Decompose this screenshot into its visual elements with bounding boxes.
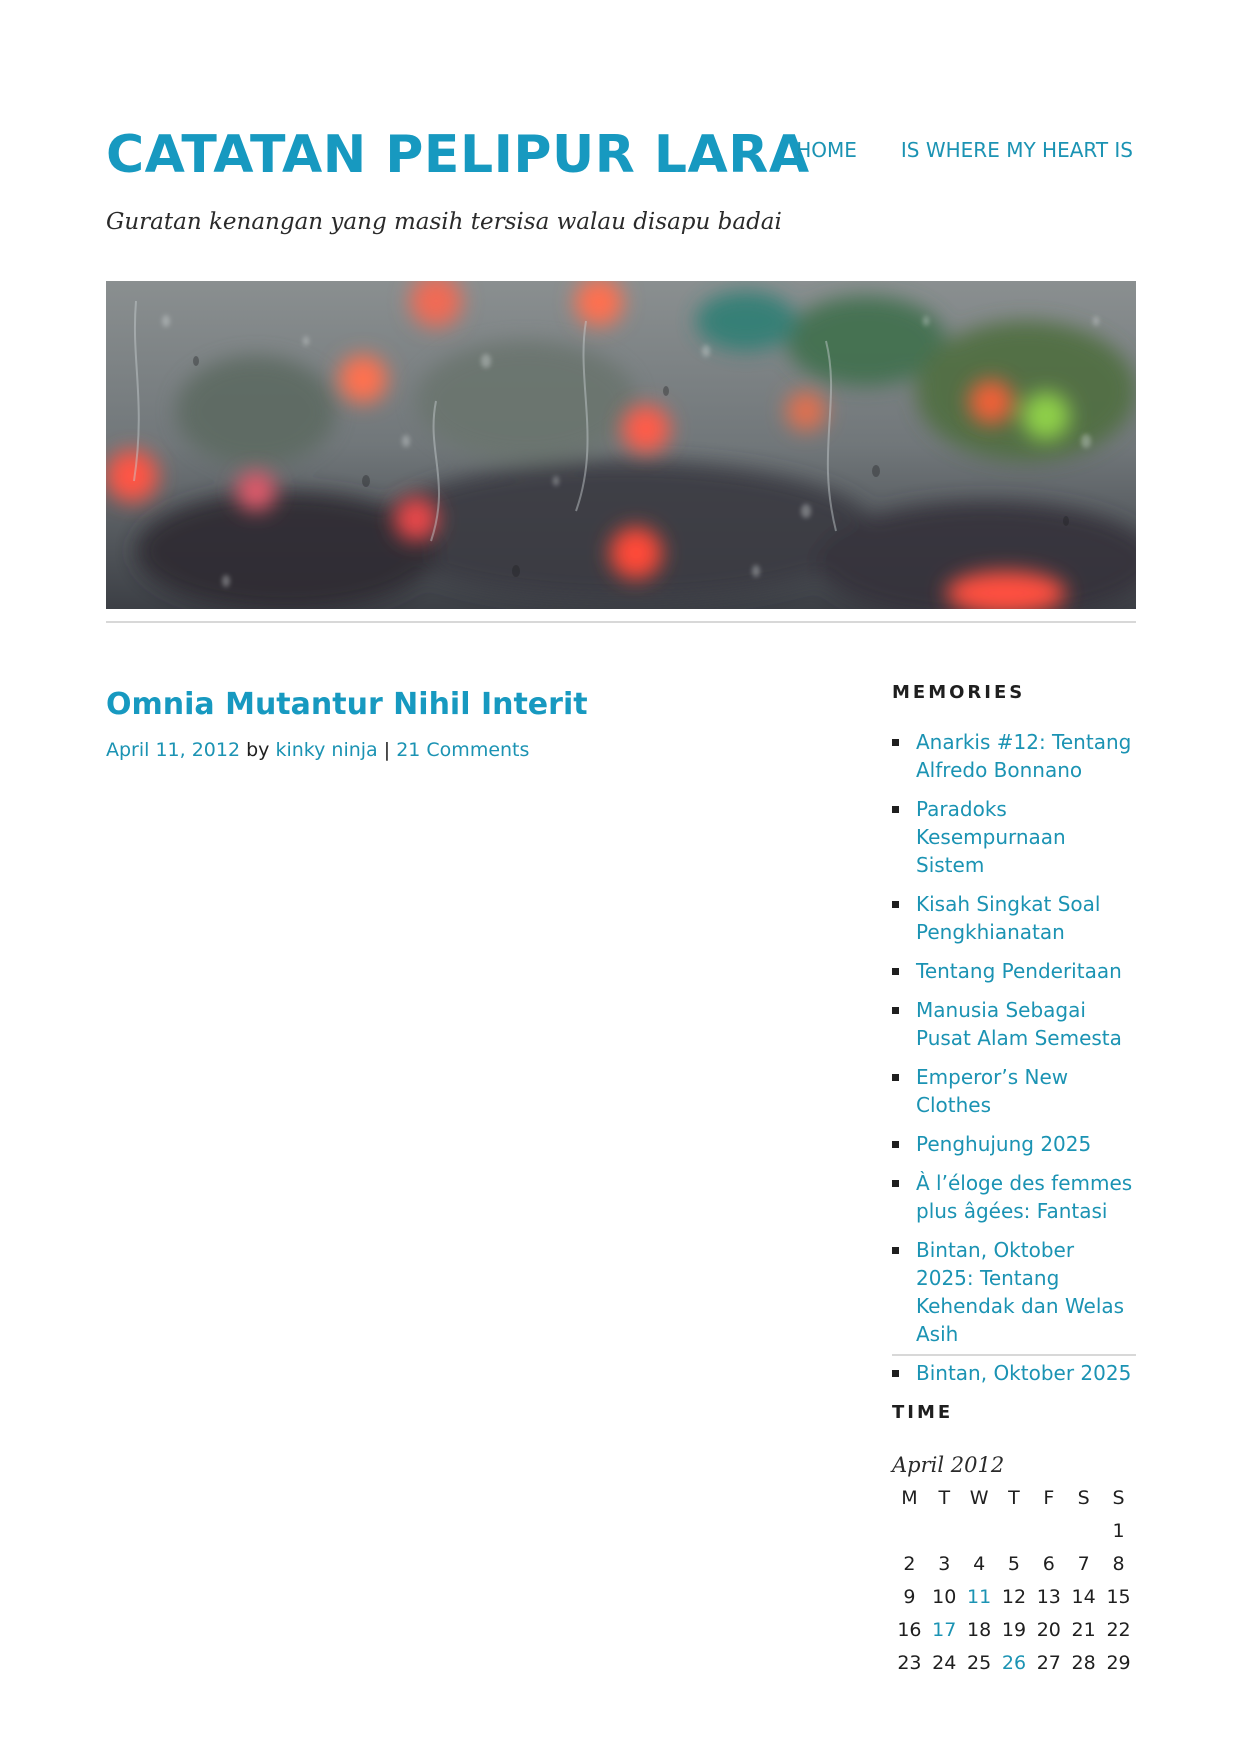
calendar-weekday: S: [1112, 1487, 1125, 1509]
calendar-week-row: [892, 1548, 1136, 1581]
nav-item-is-where-my-heart-is[interactable]: IS WHERE MY HEART IS: [900, 138, 1133, 162]
calendar-weekday: M: [901, 1487, 918, 1509]
memory-link[interactable]: Manusia Sebagai Pusat Alam Semesta: [916, 998, 1122, 1050]
calendar-day-link[interactable]: 26: [1001, 1652, 1027, 1674]
list-item: [892, 957, 1136, 985]
calendar-day: 24: [932, 1652, 957, 1674]
calendar-empty-cell: [962, 1515, 997, 1548]
calendar-week-row: [892, 1581, 1136, 1614]
calendar-day-link[interactable]: 17: [932, 1619, 957, 1641]
calendar-day: 5: [1007, 1553, 1020, 1575]
post-by-label: by: [246, 739, 270, 761]
calendar-empty-cell: [1066, 1515, 1101, 1548]
bullet-icon: [892, 739, 899, 746]
calendar-day: 6: [1042, 1553, 1055, 1575]
calendar-weekday: F: [1043, 1487, 1055, 1509]
list-item: [892, 996, 1136, 1052]
calendar-week-row: [892, 1614, 1136, 1647]
list-item: [892, 890, 1136, 946]
memory-link[interactable]: Kisah Singkat Soal Pengkhianatan: [916, 892, 1101, 944]
calendar-day: 9: [903, 1586, 916, 1608]
calendar-day: 14: [1071, 1586, 1096, 1608]
memories-list: [892, 728, 1136, 1387]
calendar-day: 20: [1036, 1619, 1061, 1641]
calendar-week-row: [892, 1515, 1136, 1548]
calendar-day: 8: [1112, 1553, 1125, 1575]
list-item: [892, 795, 1136, 879]
list-item: [892, 1063, 1136, 1119]
post-comments-link[interactable]: 21 Comments: [396, 739, 530, 761]
calendar-weekday-row: [892, 1482, 1136, 1515]
calendar-day-link[interactable]: 11: [967, 1586, 992, 1608]
memory-link[interactable]: À l’éloge des femmes plus âgées: Fantasi: [916, 1171, 1133, 1223]
calendar-day: 10: [932, 1586, 957, 1608]
bullet-icon: [892, 901, 899, 908]
calendar-day: 19: [1001, 1619, 1027, 1641]
calendar-caption: April 2012: [892, 1453, 1005, 1477]
bullet-icon: [892, 806, 899, 813]
calendar-day: 1: [1112, 1520, 1125, 1542]
rainy-window-bokeh-image: [106, 281, 1136, 609]
calendar-day: 7: [1077, 1553, 1090, 1575]
time-widget-title: TIME: [892, 1402, 954, 1423]
list-item: [892, 1169, 1136, 1225]
list-item: [892, 1359, 1136, 1387]
bullet-icon: [892, 1007, 899, 1014]
nav-item-home[interactable]: HOME: [796, 138, 857, 162]
calendar-day: 2: [903, 1553, 916, 1575]
memories-widget-title: MEMORIES: [892, 682, 1026, 703]
calendar-day: 15: [1106, 1586, 1131, 1608]
post-meta: [106, 736, 529, 764]
calendar-day: 16: [897, 1619, 922, 1641]
calendar-body: [892, 1515, 1136, 1680]
site-title[interactable]: CATATAN PELIPUR LARA: [106, 125, 810, 185]
calendar-day: 28: [1071, 1652, 1096, 1674]
calendar-day: 18: [967, 1619, 992, 1641]
calendar: [892, 1482, 1136, 1680]
calendar-day: 13: [1036, 1586, 1061, 1608]
calendar-day: 23: [897, 1652, 922, 1674]
header-divider: [106, 621, 1136, 623]
calendar-day: 29: [1106, 1652, 1131, 1674]
memory-link[interactable]: Anarkis #12: Tentang Alfredo Bonnano: [916, 730, 1132, 782]
bullet-icon: [892, 968, 899, 975]
list-item: [892, 1236, 1136, 1348]
post-author-link[interactable]: kinky ninja: [275, 739, 378, 761]
memory-link[interactable]: Emperor’s New Clothes: [916, 1065, 1069, 1117]
calendar-week-row: [892, 1647, 1136, 1680]
calendar-empty-cell: [1031, 1515, 1066, 1548]
bullet-icon: [892, 1370, 899, 1377]
post-date-link[interactable]: April 11, 2012: [106, 739, 241, 761]
bullet-icon: [892, 1247, 899, 1254]
calendar-weekday: S: [1077, 1487, 1090, 1509]
list-item: [892, 728, 1136, 784]
calendar-weekday: T: [1008, 1487, 1020, 1509]
calendar-day: 4: [973, 1553, 986, 1575]
post-title[interactable]: Omnia Mutantur Nihil Interit: [106, 687, 588, 722]
bullet-icon: [892, 1141, 899, 1148]
sidebar: [892, 680, 1136, 1398]
meta-separator: |: [383, 739, 391, 761]
memory-link[interactable]: Paradoks Kesempurnaan Sistem: [916, 797, 1066, 877]
memory-link[interactable]: Penghujung 2025: [916, 1132, 1092, 1156]
header-image: [106, 281, 1136, 609]
list-item: [892, 1130, 1136, 1158]
main-nav: [796, 136, 1133, 164]
calendar-empty-cell: [927, 1515, 962, 1548]
sidebar-divider: [892, 1354, 1136, 1356]
calendar-empty-cell: [997, 1515, 1032, 1548]
calendar-day: 22: [1106, 1619, 1131, 1641]
memory-link[interactable]: Tentang Penderitaan: [916, 959, 1122, 983]
calendar-weekday: T: [938, 1487, 951, 1509]
bullet-icon: [892, 1180, 899, 1187]
memory-link[interactable]: Bintan, Oktober 2025: Tentang Kehendak dan Welas Asih: [916, 1238, 1125, 1346]
bullet-icon: [892, 1074, 899, 1081]
time-widget: [892, 1400, 1136, 1680]
calendar-day: 25: [967, 1652, 992, 1674]
calendar-day: 27: [1036, 1652, 1061, 1674]
memory-link[interactable]: Bintan, Oktober 2025: [916, 1361, 1132, 1385]
calendar-weekday: W: [969, 1487, 989, 1509]
calendar-empty-cell: [892, 1515, 927, 1548]
calendar-day: 12: [1001, 1586, 1027, 1608]
calendar-day: 3: [938, 1553, 951, 1575]
site-tagline: Guratan kenangan yang masih tersisa walau disapu badai: [106, 209, 782, 235]
calendar-day: 21: [1071, 1619, 1096, 1641]
